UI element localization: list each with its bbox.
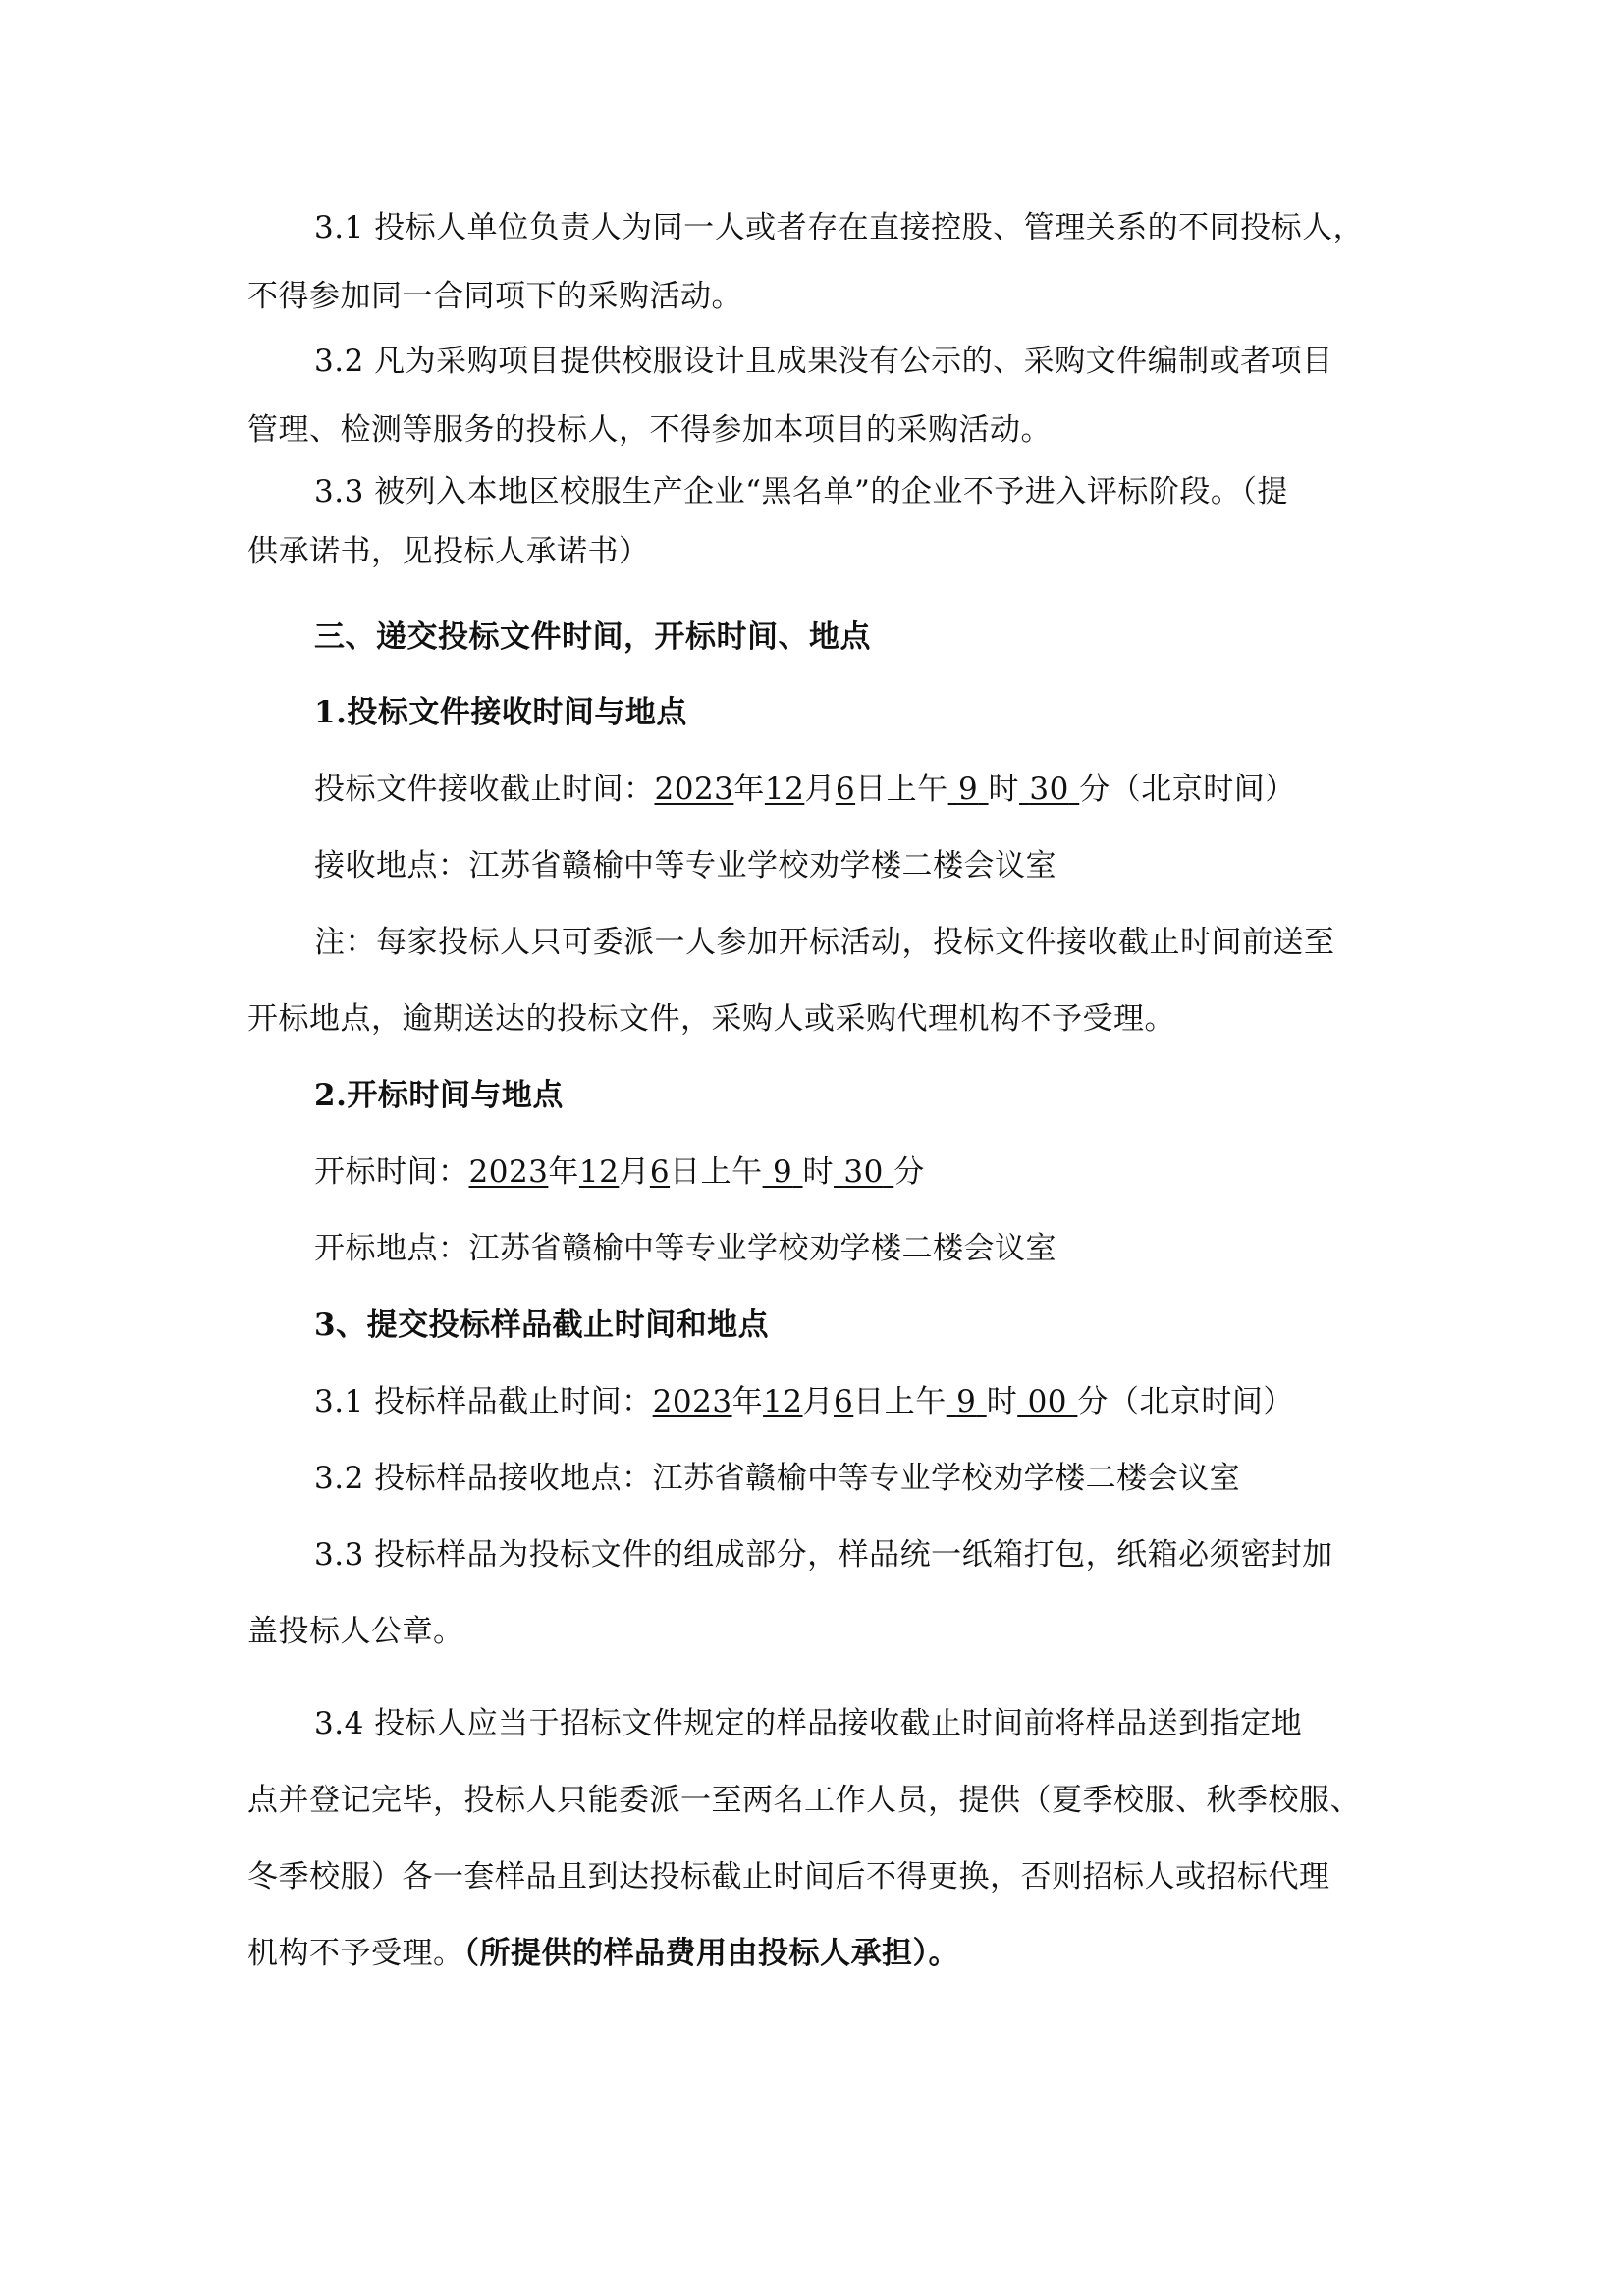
subsection-2-heading: 2.开标时间与地点 bbox=[314, 1078, 564, 1113]
hour-unit: 时 bbox=[986, 1384, 1018, 1419]
clause-3-3-line-2: 供承诺书，见投标人承诺书） bbox=[247, 534, 650, 569]
sample-month: 12 bbox=[763, 1384, 803, 1419]
receipt-month: 12 bbox=[764, 772, 805, 807]
month-unit: 月 bbox=[802, 1384, 835, 1419]
opening-year: 2023 bbox=[468, 1154, 549, 1190]
opening-minute: 30 bbox=[843, 1154, 884, 1190]
clause-3-2-line-1: 3.2 凡为采购项目提供校服设计且成果没有公示的、采购文件编制或者项目 bbox=[314, 344, 1333, 379]
clause-3-4-line-3: 冬季校服）各一套样品且到达投标截止时间后不得更换，否则招标人或招标代理 bbox=[247, 1859, 1330, 1895]
day-unit: 日上午 bbox=[853, 1384, 947, 1419]
sample-cost-note: （所提供的样品费用由投标人承担）。 bbox=[463, 1936, 959, 1971]
sample-deadline-label: 3.1 投标样品截止时间： bbox=[314, 1384, 653, 1419]
subsection-1-heading: 1.投标文件接收时间与地点 bbox=[314, 695, 687, 730]
section-3-heading: 三、递交投标文件时间，开标时间、地点 bbox=[314, 619, 871, 655]
clause-3-2-line-2: 管理、检测等服务的投标人，不得参加本项目的采购活动。 bbox=[247, 412, 1052, 448]
receipt-hour: 9 bbox=[957, 772, 979, 807]
clause-3-4-text: 机构不予受理。 bbox=[247, 1936, 464, 1971]
clause-3-4-line-1: 3.4 投标人应当于招标文件规定的样品接收截止时间前将样品送到指定地 bbox=[314, 1706, 1303, 1741]
day-unit: 日上午 bbox=[670, 1154, 763, 1190]
sample-place: 3.2 投标样品接收地点：江苏省赣榆中等专业学校劝学楼二楼会议室 bbox=[314, 1461, 1241, 1496]
minute-unit: 分（北京时间） bbox=[1077, 1384, 1294, 1419]
subsection-3-heading: 3、提交投标样品截止时间和地点 bbox=[314, 1308, 770, 1343]
minute-unit: 分 bbox=[893, 1154, 925, 1190]
sample-day: 6 bbox=[834, 1384, 854, 1419]
note-line-2: 开标地点，逾期送达的投标文件，采购人或采购代理机构不予受理。 bbox=[247, 1001, 1175, 1037]
clause-sample-3-3-line-1: 3.3 投标样品为投标文件的组成部分，样品统一纸箱打包，纸箱必须密封加 bbox=[314, 1537, 1333, 1573]
sample-year: 2023 bbox=[652, 1384, 732, 1419]
month-unit: 月 bbox=[619, 1154, 650, 1190]
receipt-day: 6 bbox=[835, 772, 856, 807]
year-unit: 年 bbox=[548, 1154, 579, 1190]
clause-3-3-line-1: 3.3 被列入本地区校服生产企业“黑名单”的企业不予进入评标阶段。（提 bbox=[314, 474, 1288, 509]
hour-unit: 时 bbox=[802, 1154, 835, 1190]
opening-month: 12 bbox=[578, 1154, 620, 1190]
month-unit: 月 bbox=[804, 772, 836, 807]
opening-day: 6 bbox=[649, 1154, 671, 1190]
sample-minute: 00 bbox=[1027, 1384, 1068, 1419]
clause-3-4-line-4 bbox=[247, 1934, 959, 1973]
clause-3-4-line-2: 点并登记完毕，投标人只能委派一至两名工作人员，提供（夏季校服、秋季校服、 bbox=[247, 1783, 1361, 1818]
year-unit: 年 bbox=[733, 772, 765, 807]
opening-place: 开标地点：江苏省赣榆中等专业学校劝学楼二楼会议室 bbox=[314, 1231, 1056, 1266]
opening-hour: 9 bbox=[772, 1154, 793, 1190]
clause-3-1-line-2: 不得参加同一合同项下的采购活动。 bbox=[247, 279, 742, 314]
clause-sample-3-3-line-2: 盖投标人公章。 bbox=[247, 1614, 464, 1649]
receipt-minute: 30 bbox=[1029, 772, 1069, 807]
day-unit: 日上午 bbox=[855, 772, 948, 807]
note-line-1: 注：每家投标人只可委派一人参加开标活动，投标文件接收截止时间前送至 bbox=[314, 925, 1335, 960]
minute-unit: 分（北京时间） bbox=[1079, 772, 1296, 807]
hour-unit: 时 bbox=[988, 772, 1020, 807]
receipt-year: 2023 bbox=[654, 772, 734, 807]
sample-deadline-line bbox=[314, 1382, 1294, 1421]
receipt-deadline-label: 投标文件接收截止时间： bbox=[314, 772, 655, 807]
opening-time-line bbox=[314, 1152, 925, 1192]
receipt-place: 接收地点：江苏省赣榆中等专业学校劝学楼二楼会议室 bbox=[314, 848, 1056, 883]
year-unit: 年 bbox=[731, 1384, 764, 1419]
receipt-deadline-line bbox=[314, 770, 1296, 809]
clause-3-1-line-1: 3.1 投标人单位负责人为同一人或者存在直接控股、管理关系的不同投标人， bbox=[314, 210, 1365, 245]
opening-time-label: 开标时间： bbox=[314, 1154, 469, 1190]
sample-hour: 9 bbox=[956, 1384, 977, 1419]
